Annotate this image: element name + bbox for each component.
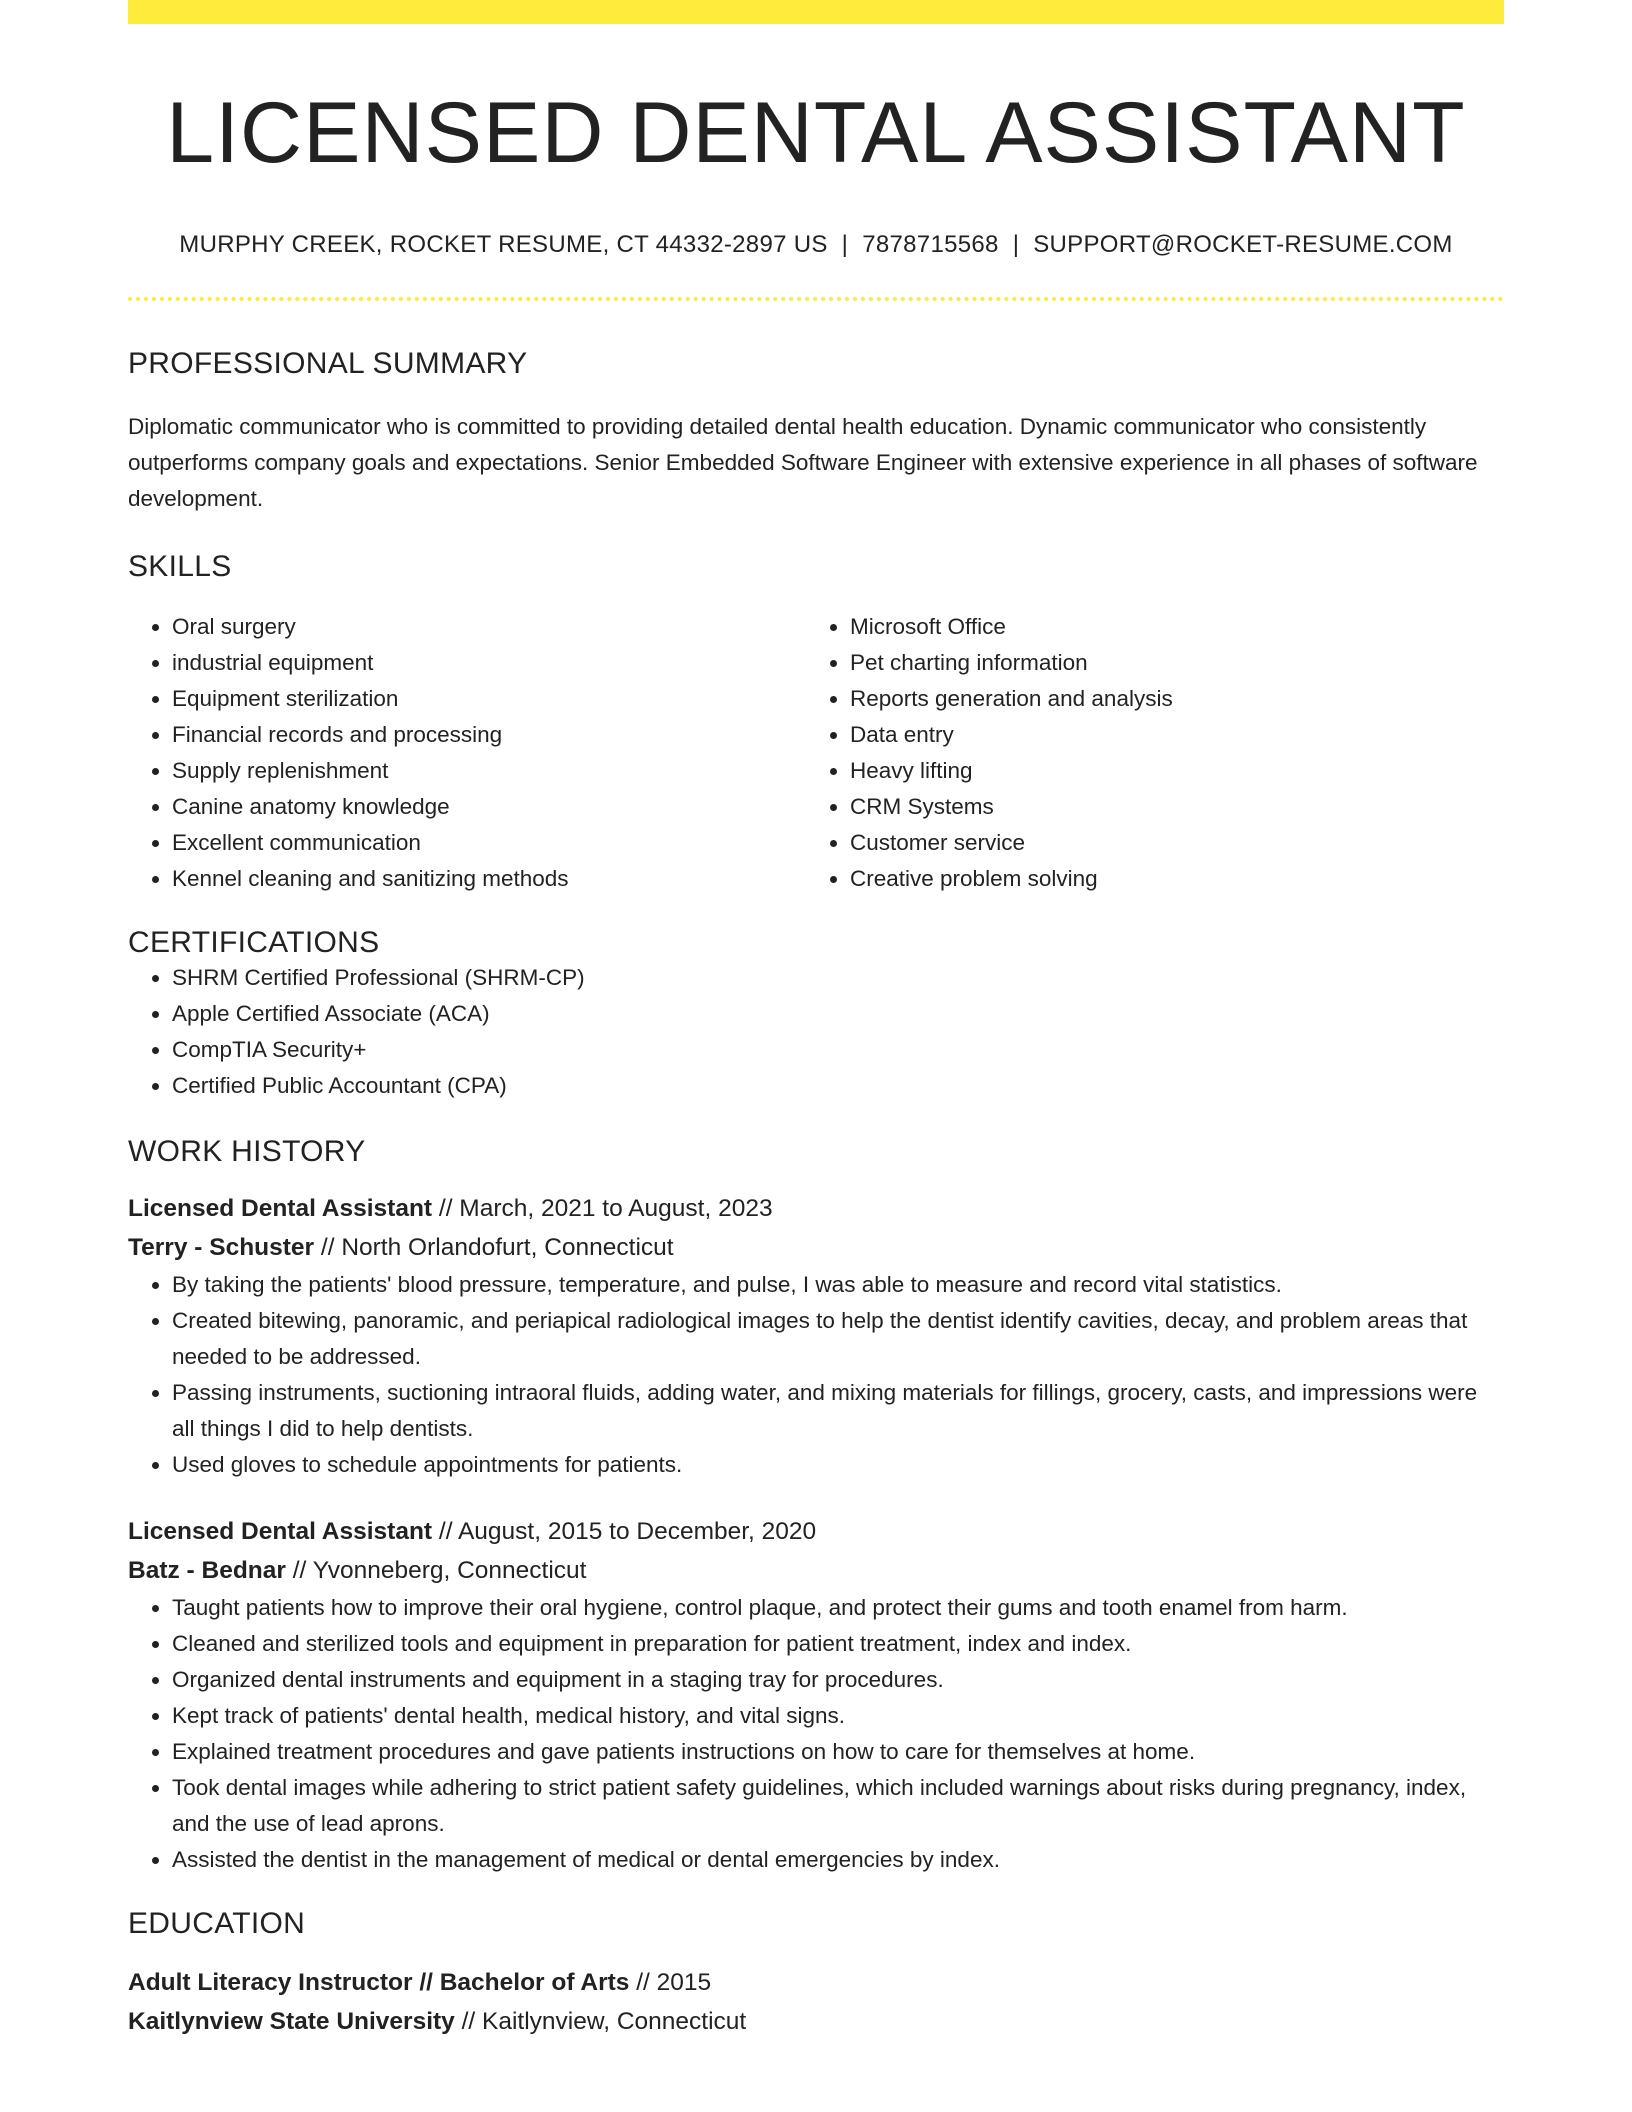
skill-item: • Equipment sterilization — [172, 681, 806, 717]
skills-column-left — [128, 609, 806, 897]
job-1-title-line — [128, 1189, 1504, 1228]
skill-item: • Kennel cleaning and sanitizing methods — [172, 861, 806, 897]
contact-separator: | — [841, 231, 849, 259]
job-1-header — [128, 1189, 1504, 1267]
job-2-title-line — [128, 1512, 1504, 1551]
skill-item: • Oral surgery — [172, 609, 806, 645]
job-bullet: • Kept track of patients' dental health, medical history, and vital signs. — [172, 1698, 1504, 1734]
education-degree: Adult Literacy Instructor // Bachelor of Arts — [128, 1969, 630, 1997]
education-entry — [128, 1963, 1504, 2041]
certification-item: • CompTIA Security+ — [172, 1032, 1504, 1068]
job-bullet: • Taught patients how to improve their oral hygiene, control plaque, and protect their gums and tooth enamel from harm. — [172, 1590, 1504, 1626]
job-bullet: • Cleaned and sterilized tools and equipment in preparation for patient treatment, index and index. — [172, 1626, 1504, 1662]
skill-item: • Excellent communication — [172, 825, 806, 861]
skill-item: • CRM Systems — [850, 789, 1484, 825]
certification-item: • SHRM Certified Professional (SHRM-CP) — [172, 960, 1504, 996]
skill-item: • Supply replenishment — [172, 753, 806, 789]
job-1-bullets — [128, 1267, 1504, 1483]
job-1-company-line — [128, 1228, 1504, 1267]
education-heading: EDUCATION — [128, 1907, 306, 1941]
certifications-list — [128, 960, 1504, 1104]
contact-separator: | — [1012, 231, 1020, 259]
education-school-line — [128, 2002, 1504, 2041]
contact-phone: 7878715568 — [862, 231, 999, 259]
job-1-role: Licensed Dental Assistant — [128, 1195, 433, 1223]
job-bullet: • Took dental images while adhering to strict patient safety guidelines, which included warnings about risks during pregnancy, index, and the use of lead aprons. — [172, 1770, 1504, 1842]
skills-heading: SKILLS — [128, 550, 232, 584]
job-bullet: • Assisted the dentist in the management of medical or dental emergencies by index. — [172, 1842, 1504, 1878]
skill-item: • Financial records and processing — [172, 717, 806, 753]
job-2-role: Licensed Dental Assistant — [128, 1518, 433, 1546]
skills-grid — [128, 609, 1504, 897]
job-bullet: • Organized dental instruments and equipment in a staging tray for procedures. — [172, 1662, 1504, 1698]
contact-email: SUPPORT@ROCKET-RESUME.COM — [1033, 231, 1453, 259]
job-1-dates: // March, 2021 to August, 2023 — [432, 1195, 773, 1223]
education-location: // Kaitlynview, Connecticut — [454, 2008, 747, 2036]
education-year: // 2015 — [629, 1969, 712, 1997]
skill-item: • Pet charting information — [850, 645, 1484, 681]
certification-item: • Certified Public Accountant (CPA) — [172, 1068, 1504, 1104]
job-bullet: • Created bitewing, panoramic, and periapical radiological images to help the dentist identify cavities, decay, and problem areas that needed to be addressed. — [172, 1303, 1504, 1375]
skill-item: • Canine anatomy knowledge — [172, 789, 806, 825]
contact-line — [128, 231, 1504, 259]
skill-item: • Creative problem solving — [850, 861, 1484, 897]
skill-item: • industrial equipment — [172, 645, 806, 681]
dotted-divider — [128, 297, 1504, 301]
job-bullet: • Passing instruments, suctioning intraoral fluids, adding water, and mixing materials for fillings, grocery, casts, and impressions were all things I did to help dentists. — [172, 1375, 1504, 1447]
skill-item: • Reports generation and analysis — [850, 681, 1484, 717]
job-2-header — [128, 1512, 1504, 1590]
certifications-heading: CERTIFICATIONS — [128, 926, 380, 960]
job-2-dates: // August, 2015 to December, 2020 — [432, 1518, 817, 1546]
certification-item: • Apple Certified Associate (ACA) — [172, 996, 1504, 1032]
accent-top-bar — [128, 0, 1504, 24]
skill-item: • Data entry — [850, 717, 1484, 753]
job-2-company: Batz - Bednar — [128, 1557, 286, 1585]
work-history-heading: WORK HISTORY — [128, 1135, 366, 1169]
contact-address: MURPHY CREEK, ROCKET RESUME, CT 44332-2897 US — [179, 231, 828, 259]
summary-text: Diplomatic communicator who is committed to providing detailed dental health education. Dynamic communicator who consistently outperforms company goals and expectations. Senior Embedded Software Engineer with extensive experience in all phases of software development. — [128, 414, 1478, 512]
job-bullet: • By taking the patients' blood pressure, temperature, and pulse, I was able to measure and record vital statistics. — [172, 1267, 1504, 1303]
education-degree-line — [128, 1963, 1504, 2002]
skill-item: • Microsoft Office — [850, 609, 1484, 645]
skills-list-left — [128, 609, 806, 897]
skills-list-right — [806, 609, 1484, 897]
candidate-name: LICENSED DENTAL ASSISTANT — [166, 85, 1466, 181]
skills-column-right — [806, 609, 1484, 897]
job-1-company: Terry - Schuster — [128, 1234, 315, 1262]
summary-heading: PROFESSIONAL SUMMARY — [128, 347, 528, 381]
skill-item: • Customer service — [850, 825, 1484, 861]
job-2-bullets — [128, 1590, 1504, 1878]
job-2-location: // Yvonneberg, Connecticut — [285, 1557, 587, 1585]
resume-page — [128, 0, 1504, 2041]
job-bullet: • Explained treatment procedures and gave patients instructions on how to care for themselves at home. — [172, 1734, 1504, 1770]
education-school: Kaitlynview State University — [128, 2008, 455, 2036]
job-1-location: // North Orlandofurt, Connecticut — [314, 1234, 674, 1262]
job-2-company-line — [128, 1551, 1504, 1590]
skill-item: • Heavy lifting — [850, 753, 1484, 789]
job-bullet: • Used gloves to schedule appointments for patients. — [172, 1447, 1504, 1483]
